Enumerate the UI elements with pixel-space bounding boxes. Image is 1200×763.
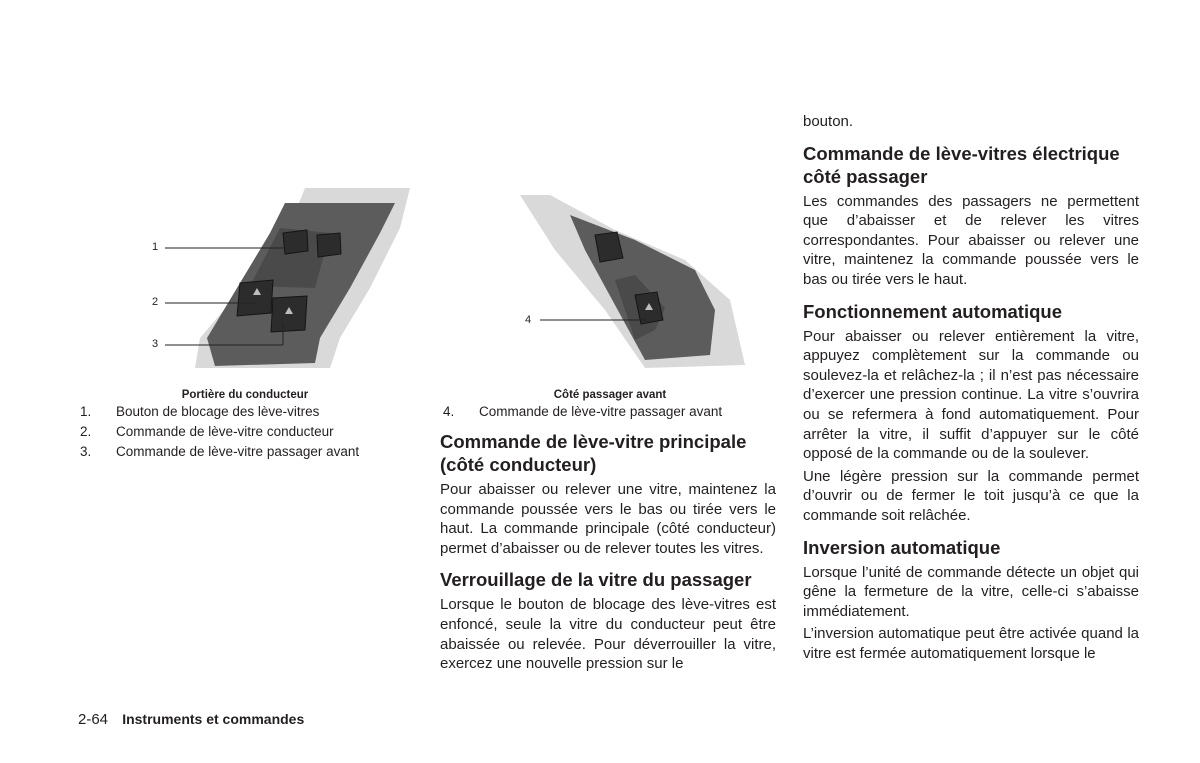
page-footer xyxy=(78,711,304,728)
column-middle xyxy=(440,420,776,677)
callout-2: 2 xyxy=(152,296,159,308)
section-heading: Inversion automatique xyxy=(803,536,1001,558)
passenger-door-figure xyxy=(515,190,750,375)
paragraph: bouton. xyxy=(803,113,854,130)
callout-1: 1 xyxy=(152,241,159,253)
section-heading: Fonctionnement automatique xyxy=(803,300,1062,322)
legend-item: 3. Commande de lève-vitre passager avant xyxy=(80,444,360,459)
passenger-figure-caption: Côté passager avant xyxy=(553,389,667,401)
paragraph: Une légère pression sur la commande permet d’ouvrir ou de fermer le toit jusqu’à ce que la commande soit relâchée. xyxy=(803,467,1139,524)
section-title: Instruments et commandes xyxy=(122,711,305,727)
driver-door-figure xyxy=(145,188,415,373)
driver-figure-legend xyxy=(80,402,400,462)
legend-item: 2. Commande de lève-vitre conducteur xyxy=(80,424,334,439)
callout-3: 3 xyxy=(152,338,159,350)
legend-item: 4. Commande de lève-vitre passager avant xyxy=(443,404,723,419)
driver-figure-caption: Portière du conducteur xyxy=(181,389,309,401)
paragraph: L’inversion automatique peut être activée quand la vitre est fermée automatiquement lorsque le xyxy=(803,625,1139,662)
driver-door-illustration xyxy=(145,188,415,373)
column-right xyxy=(803,112,1139,666)
page-number: 2-64 xyxy=(78,711,109,728)
legend-item: 1. Bouton de blocage des lève-vitres xyxy=(80,404,320,419)
callout-4: 4 xyxy=(525,314,532,326)
passenger-door-illustration xyxy=(515,190,750,375)
section-heading: Verrouillage de la vitre du passager xyxy=(440,569,752,591)
section-heading: Commande de lève-vitres électrique côté passager xyxy=(803,142,1120,187)
paragraph: Lorsque l’unité de commande détecte un objet qui gêne la fermeture de la vitre, celle-ci s’abaisse immédiatement. xyxy=(803,563,1139,620)
paragraph: Pour abaisser ou relever entièrement la vitre, appuyez complètement sur la commande ou soulevez-la et relâchez-la ; il n’est pas nécessaire d’exercer une pression continue. La vitre s’ouvrira ou se refermera à fond automatiquement. Pour arrêter la vitre, il suffit d’appuyer sur le côté opposé de la commande ou de la soulever. xyxy=(803,327,1139,463)
paragraph: Lorsque le bouton de blocage des lève-vitres est enfoncé, seule la vitre du conducteur peut être abaissée ou relevée. Pour déverrouiller la vitre, exercez une nouvelle pression sur le xyxy=(440,596,776,673)
section-heading: Commande de lève-vitre principale (côté conducteur) xyxy=(440,431,747,475)
passenger-figure-legend xyxy=(443,402,773,422)
paragraph: Pour abaisser ou relever une vitre, maintenez la commande poussée vers le bas ou tirée vers le haut. La commande principale (côté conducteur) permet d’abaisser ou de relever toutes les vitres. xyxy=(440,481,776,557)
paragraph: Les commandes des passagers ne permettent que d’abaisser et de relever les vitres correspondantes. Pour abaisser ou relever une vitre, maintenez la commande poussée vers le bas ou tirée vers le haut. xyxy=(803,192,1139,288)
